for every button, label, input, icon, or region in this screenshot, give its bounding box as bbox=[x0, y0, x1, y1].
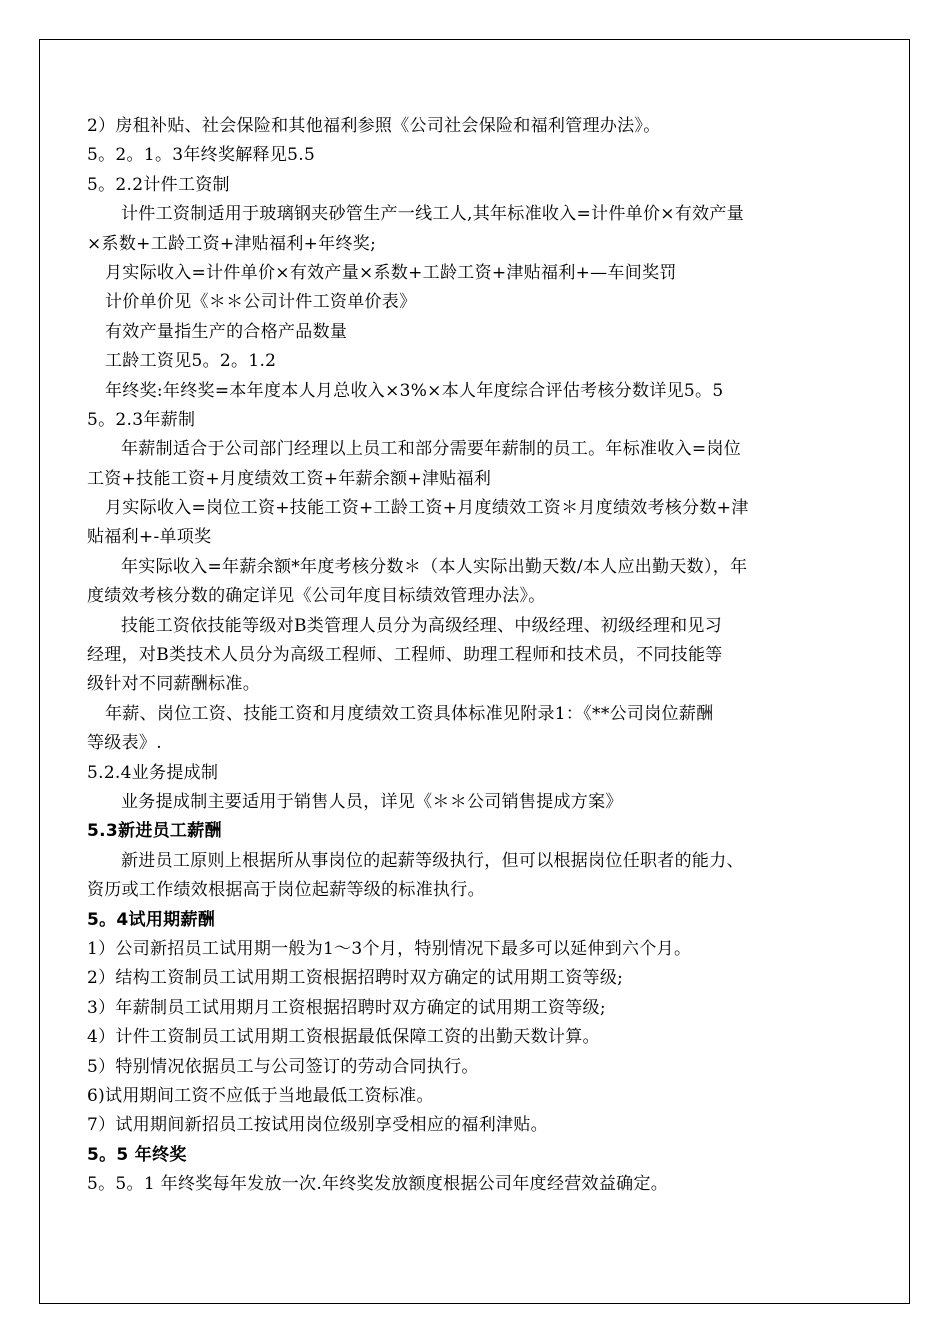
section-heading: 5。2.3年薪制 bbox=[87, 409, 196, 430]
paragraph-line: 新进员工原则上根据所从事岗位的起薪等级执行，但可以根据岗位任职者的能力、 bbox=[121, 850, 744, 871]
paragraph-line: 度绩效考核分数的确定详见《公司年度目标绩效管理办法》。 bbox=[87, 586, 546, 607]
paragraph-line: 年薪制适合于公司部门经理以上员工和部分需要年薪制的员工。年标准收入=岗位 bbox=[121, 439, 742, 460]
paragraph-line: 月实际收入=岗位工资+技能工资+工龄工资+月度绩效工资＊月度绩效考核分数+津 bbox=[105, 498, 749, 519]
text-line: 2）房租补贴、社会保险和其他福利参照《公司社会保险和福利管理办法》。 bbox=[87, 116, 661, 136]
paragraph-line: 业务提成制主要适用于销售人员，详见《＊＊公司销售提成方案》 bbox=[121, 791, 623, 812]
paragraph-line: 年薪、岗位工资、技能工资和月度绩效工资具体标准见附录1：《**公司岗位薪酬 bbox=[105, 703, 714, 724]
section-heading: 5.2.4业务提成制 bbox=[87, 762, 219, 783]
list-item: 4）计件工资制员工试用期工资根据最低保障工资的出勤天数计算。 bbox=[87, 1027, 600, 1048]
paragraph-line: 计价单价见《＊＊公司计件工资单价表》 bbox=[105, 292, 417, 313]
paragraph-line: 工资+技能工资+月度绩效工资+年薪余额+津贴福利 bbox=[87, 468, 492, 489]
section-heading: 5。4试用期薪酬 bbox=[87, 909, 216, 930]
paragraph-line: 有效产量指生产的合格产品数量 bbox=[105, 321, 348, 342]
paragraph-line: 年实际收入=年薪余额*年度考核分数＊（本人实际出勤天数/本人应出勤天数），年 bbox=[121, 556, 748, 577]
paragraph-line: 月实际收入=计件单价×有效产量×系数+工龄工资+津贴福利+—车间奖罚 bbox=[105, 262, 677, 283]
paragraph-line: 贴福利+-单项奖 bbox=[87, 527, 212, 548]
section-heading: 5.3新进员工薪酬 bbox=[87, 821, 222, 842]
paragraph-line: 5。5。1 年终奖每年发放一次.年终奖发放额度根据公司年度经营效益确定。 bbox=[87, 1174, 669, 1195]
list-item: 2）结构工资制员工试用期工资根据招聘时双方确定的试用期工资等级; bbox=[87, 968, 624, 989]
paragraph-line: ×系数+工龄工资+津贴福利+年终奖; bbox=[87, 233, 377, 254]
list-item: 1）公司新招员工试用期一般为1～3个月，特别情况下最多可以延伸到六个月。 bbox=[87, 938, 692, 959]
list-item: 7）试用期间新招员工按试用岗位级别享受相应的福利津贴。 bbox=[87, 1115, 548, 1136]
list-item: 5）特别情况依据员工与公司签订的劳动合同执行。 bbox=[87, 1056, 479, 1077]
paragraph-line: 计件工资制适用于玻璃钢夹砂管生产一线工人,其年标准收入=计件单价×有效产量 bbox=[121, 204, 744, 225]
section-heading: 5。2.2计件工资制 bbox=[87, 174, 230, 195]
document-body bbox=[87, 112, 877, 1199]
paragraph-line: 等级表》. bbox=[87, 733, 162, 754]
list-item: 3）年薪制员工试用期月工资根据招聘时双方确定的试用期工资等级; bbox=[87, 997, 606, 1018]
paragraph-line: 级针对不同薪酬标准。 bbox=[87, 674, 260, 695]
list-item: 6)试用期间工资不应低于当地最低工资标准。 bbox=[87, 1085, 434, 1106]
paragraph-line: 工龄工资见5。2。1.2 bbox=[105, 351, 277, 372]
paragraph-line: 技能工资依技能等级对B类管理人员分为高级经理、中级经理、初级经理和见习 bbox=[121, 615, 722, 636]
text-line: 5。2。1。3年终奖解释见5.5 bbox=[87, 145, 316, 166]
paragraph-line: 年终奖:年终奖=本年度本人月总收入×3%×本人年度综合评估考核分数详见5。5 bbox=[105, 380, 724, 401]
section-heading: 5。5 年终奖 bbox=[87, 1144, 187, 1165]
paragraph-line: 经理，对B类技术人员分为高级工程师、工程师、助理工程师和技术员，不同技能等 bbox=[87, 645, 723, 666]
paragraph-line: 资历或工作绩效根据高于岗位起薪等级的标准执行。 bbox=[87, 880, 485, 901]
